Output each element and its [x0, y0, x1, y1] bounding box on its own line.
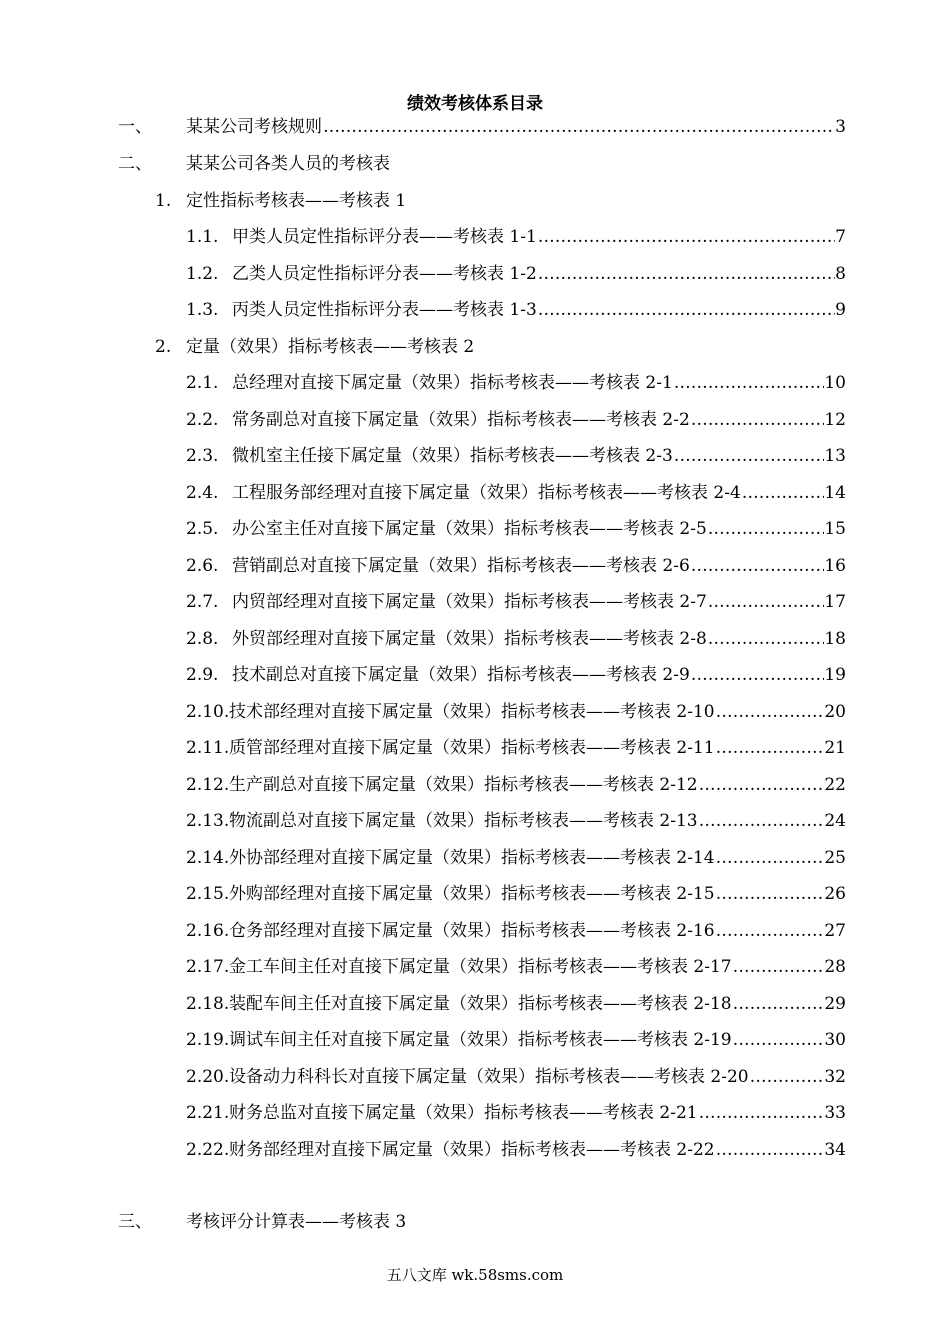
toc-entry-title: 某某公司各类人员的考核表	[186, 154, 390, 174]
toc-entry-number: 2.14.	[186, 848, 230, 868]
toc-entry-title: 技术副总对直接下属定量（效果）指标考核表——考核表 2-9	[232, 665, 690, 685]
toc-page-number: 7	[835, 227, 846, 247]
toc-dot-leader	[715, 699, 825, 725]
toc-entry-title: 办公室主任对直接下属定量（效果）指标考核表——考核表 2-5	[232, 519, 707, 539]
toc-entry-number: 2.13.	[186, 811, 230, 831]
toc-entry-number: 2.6.	[186, 556, 219, 576]
toc-entry-number: 2.16.	[186, 921, 230, 941]
toc-page-number: 29	[824, 994, 846, 1014]
toc-entry-title: 考核评分计算表——考核表 3	[186, 1212, 407, 1232]
toc-dot-leader	[732, 954, 825, 980]
toc-dot-leader	[707, 516, 825, 542]
toc-entry-title: 定性指标考核表——考核表 1	[186, 191, 407, 211]
toc-entry-title: 乙类人员定性指标评分表——考核表 1-2	[232, 264, 537, 284]
toc-entry-number: 2.8.	[186, 629, 219, 649]
toc-page-number: 15	[824, 519, 846, 539]
toc-page-number: 25	[824, 848, 846, 868]
toc-entry-title: 金工车间主任对直接下属定量（效果）指标考核表——考核表 2-17	[229, 957, 732, 977]
toc-entry-number: 2.21.	[186, 1103, 230, 1123]
toc-entry[interactable]	[186, 772, 846, 798]
toc-page-number: 18	[824, 629, 846, 649]
toc-entry-number: 2.10.	[186, 702, 230, 722]
toc-page-number: 19	[824, 665, 846, 685]
toc-entry[interactable]	[186, 662, 846, 688]
toc-entry[interactable]	[186, 516, 846, 542]
toc-page-number: 20	[824, 702, 846, 722]
toc-entry-title: 调试车间主任对直接下属定量（效果）指标考核表——考核表 2-19	[229, 1030, 732, 1050]
toc-entry-number: 2.11.	[186, 738, 230, 758]
toc-page-number: 24	[824, 811, 846, 831]
toc-entry-title: 定量（效果）指标考核表——考核表 2	[186, 337, 475, 357]
toc-page-number: 28	[824, 957, 846, 977]
toc-dot-leader	[673, 370, 825, 396]
toc-dot-leader	[741, 480, 825, 506]
toc-dot-leader	[322, 114, 835, 140]
toc-dot-leader	[698, 808, 825, 834]
toc-entry-number: 2.5.	[186, 519, 219, 539]
toc-entry[interactable]	[186, 589, 846, 615]
toc-entry[interactable]	[186, 845, 846, 871]
toc-entry-number: 2.3.	[186, 446, 219, 466]
toc-entry-number: 2.18.	[186, 994, 230, 1014]
toc-entry-number: 三、	[118, 1212, 152, 1232]
toc-entry[interactable]	[186, 954, 846, 980]
toc-entry-title: 营销副总对直接下属定量（效果）指标考核表——考核表 2-6	[232, 556, 690, 576]
toc-dot-leader	[715, 1137, 825, 1163]
toc-dot-leader	[690, 553, 825, 579]
toc-entry[interactable]	[155, 334, 846, 360]
toc-entry-title: 某某公司考核规则	[186, 117, 322, 137]
toc-page-number: 12	[824, 410, 846, 430]
toc-entry-number: 2.	[155, 337, 172, 357]
toc-entry[interactable]	[186, 553, 846, 579]
toc-entry-number: 2.7.	[186, 592, 219, 612]
toc-entry[interactable]	[155, 188, 846, 214]
toc-page-number: 3	[835, 117, 846, 137]
toc-entry-title: 物流副总对直接下属定量（效果）指标考核表——考核表 2-13	[229, 811, 698, 831]
toc-page-number: 13	[824, 446, 846, 466]
toc-page-number: 34	[824, 1140, 846, 1160]
toc-entry-title: 财务总监对直接下属定量（效果）指标考核表——考核表 2-21	[229, 1103, 698, 1123]
toc-entry[interactable]	[118, 114, 846, 140]
toc-entry-title: 外协部经理对直接下属定量（效果）指标考核表——考核表 2-14	[229, 848, 715, 868]
toc-dot-leader	[690, 662, 825, 688]
page-title: 绩效考核体系目录	[407, 94, 543, 114]
toc-dot-leader	[715, 845, 825, 871]
toc-page-number: 26	[824, 884, 846, 904]
toc-entry-title: 设备动力科科长对直接下属定量（效果）指标考核表——考核表 2-20	[229, 1067, 749, 1087]
toc-page-number: 14	[824, 483, 846, 503]
toc-dot-leader	[732, 1027, 825, 1053]
toc-entry[interactable]	[186, 224, 846, 250]
toc-entry-number: 2.12.	[186, 775, 230, 795]
toc-entry-title: 技术部经理对直接下属定量（效果）指标考核表——考核表 2-10	[229, 702, 715, 722]
toc-entry[interactable]	[186, 1137, 846, 1163]
toc-entry-number: 2.9.	[186, 665, 219, 685]
toc-entry-number: 2.22.	[186, 1140, 230, 1160]
toc-dot-leader	[537, 224, 835, 250]
toc-entry[interactable]	[186, 480, 846, 506]
toc-entry-number: 1.	[155, 191, 172, 211]
footer-watermark: 五八文库 wk.58sms.com	[386, 1266, 564, 1284]
toc-page-number: 33	[824, 1103, 846, 1123]
toc-entry[interactable]	[186, 1100, 846, 1126]
toc-entry-title: 生产副总对直接下属定量（效果）指标考核表——考核表 2-12	[229, 775, 698, 795]
toc-entry-title: 质管部经理对直接下属定量（效果）指标考核表——考核表 2-11	[229, 738, 715, 758]
toc-entry-title: 工程服务部经理对直接下属定量（效果）指标考核表——考核表 2-4	[232, 483, 741, 503]
toc-entry[interactable]	[186, 407, 846, 433]
toc-page-number: 22	[824, 775, 846, 795]
toc-page-number: 8	[835, 264, 846, 284]
toc-entry-title: 仓务部经理对直接下属定量（效果）指标考核表——考核表 2-16	[229, 921, 715, 941]
toc-dot-leader	[537, 297, 835, 323]
toc-dot-leader	[732, 991, 825, 1017]
toc-entry[interactable]	[186, 443, 846, 469]
toc-entry[interactable]	[118, 1209, 846, 1235]
toc-entry-number: 2.2.	[186, 410, 219, 430]
toc-dot-leader	[537, 261, 835, 287]
toc-entry-title: 丙类人员定性指标评分表——考核表 1-3	[232, 300, 537, 320]
toc-entry[interactable]	[186, 918, 846, 944]
toc-page-number: 30	[824, 1030, 846, 1050]
toc-entry-title: 甲类人员定性指标评分表——考核表 1-1	[232, 227, 537, 247]
toc-dot-leader	[749, 1064, 825, 1090]
toc-entry[interactable]	[186, 991, 846, 1017]
toc-entry-title: 外购部经理对直接下属定量（效果）指标考核表——考核表 2-15	[229, 884, 715, 904]
toc-entry-title: 财务部经理对直接下属定量（效果）指标考核表——考核表 2-22	[229, 1140, 715, 1160]
toc-entry[interactable]	[186, 699, 846, 725]
toc-dot-leader	[715, 735, 825, 761]
toc-entry-number: 2.4.	[186, 483, 219, 503]
toc-entry[interactable]	[186, 261, 846, 287]
toc-dot-leader	[715, 918, 825, 944]
toc-page-number: 32	[824, 1067, 846, 1087]
toc-entry-number: 2.20.	[186, 1067, 230, 1087]
toc-dot-leader	[715, 881, 825, 907]
toc-entry-title: 外贸部经理对直接下属定量（效果）指标考核表——考核表 2-8	[232, 629, 707, 649]
toc-dot-leader	[698, 1100, 825, 1126]
toc-page-number: 10	[824, 373, 846, 393]
toc-entry-number: 1.3.	[186, 300, 219, 320]
toc-entry-number: 2.1.	[186, 373, 219, 393]
toc-entry-number: 2.15.	[186, 884, 230, 904]
toc-entry-number: 2.19.	[186, 1030, 230, 1050]
toc-entry-number: 一、	[118, 117, 152, 137]
toc-entry-title: 装配车间主任对直接下属定量（效果）指标考核表——考核表 2-18	[229, 994, 732, 1014]
toc-page-number: 16	[824, 556, 846, 576]
toc-entry[interactable]	[186, 881, 846, 907]
toc-entry-title: 微机室主任接下属定量（效果）指标考核表——考核表 2-3	[232, 446, 673, 466]
toc-entry[interactable]	[186, 370, 846, 396]
toc-entry[interactable]	[186, 735, 846, 761]
toc-entry-title: 总经理对直接下属定量（效果）指标考核表——考核表 2-1	[232, 373, 673, 393]
toc-entry-number: 1.1.	[186, 227, 219, 247]
toc-dot-leader	[690, 407, 825, 433]
toc-entry[interactable]	[186, 1064, 846, 1090]
toc-entry-title: 内贸部经理对直接下属定量（效果）指标考核表——考核表 2-7	[232, 592, 707, 612]
toc-dot-leader	[698, 772, 825, 798]
toc-entry-title: 常务副总对直接下属定量（效果）指标考核表——考核表 2-2	[232, 410, 690, 430]
toc-page-number: 27	[824, 921, 846, 941]
toc-entry[interactable]	[186, 1027, 846, 1053]
toc-entry[interactable]	[118, 151, 846, 177]
toc-dot-leader	[707, 626, 825, 652]
toc-entry-number: 2.17.	[186, 957, 230, 977]
toc-entry-number: 二、	[118, 154, 152, 174]
toc-page-number: 9	[835, 300, 846, 320]
toc-entry[interactable]	[186, 808, 846, 834]
toc-page-number: 17	[824, 592, 846, 612]
toc-entry[interactable]	[186, 297, 846, 323]
toc-dot-leader	[673, 443, 825, 469]
toc-entry-number: 1.2.	[186, 264, 219, 284]
toc-entry[interactable]	[186, 626, 846, 652]
toc-dot-leader	[707, 589, 825, 615]
toc-page-number: 21	[824, 738, 846, 758]
